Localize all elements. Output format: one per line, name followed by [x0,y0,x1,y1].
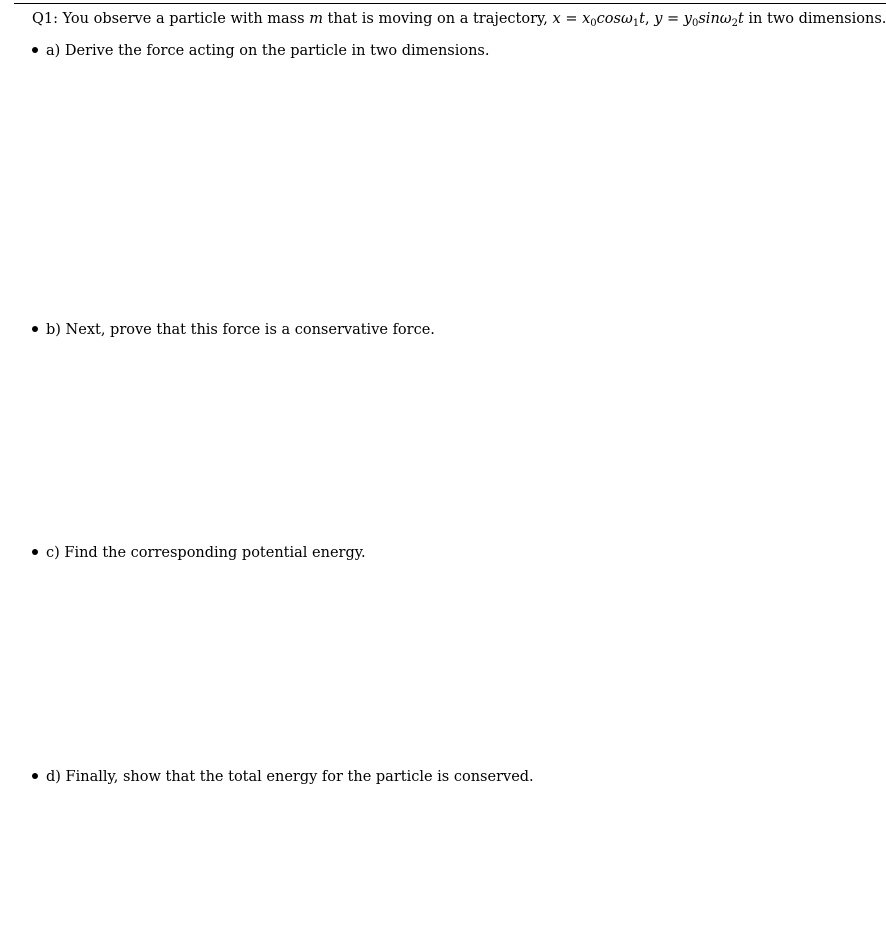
eq-omega2-sub: 2 [731,18,738,29]
eq-equals-2: = [667,11,680,27]
eq-y0-sub: 0 [691,18,699,29]
eq-omega1 [621,11,639,27]
bullet-icon [32,47,38,53]
question-q1 [32,11,886,27]
eq-x-var: x [552,11,561,27]
mass-symbol: m [309,11,323,27]
eq-omega1-base: ω [620,11,633,27]
bullet-icon [32,773,38,779]
top-rule [14,3,886,4]
eq-cos: cos [596,11,621,27]
list-item-c [32,545,366,561]
item-a-text: a) Derive the force acting on the particle in two dimensions. [46,43,490,59]
question-prefix: Q1: You observe a particle with mass [32,11,305,27]
eq-x0 [582,11,597,27]
list-item-d [32,769,534,785]
eq-x0-base: x [582,11,591,27]
bullet-icon [32,549,38,555]
eq-x0-sub: 0 [590,18,597,29]
eq-t2: t [737,11,744,27]
item-d-text: d) Finally, show that the total energy for the particle is conserved. [46,769,534,785]
eq-omega2-base: ω [719,11,732,27]
eq-equals-1: = [565,11,578,27]
list-item-b [32,322,435,338]
item-c-text: c) Find the corresponding potential energy. [46,545,366,561]
trajectory-equation [553,11,744,27]
eq-comma: , [644,11,650,27]
eq-y0 [684,11,699,27]
eq-sin: sin [698,11,720,27]
list-item-a [32,43,489,59]
eq-omega2 [720,11,738,27]
eq-omega1-sub: 1 [632,18,640,29]
eq-y0-base: y [683,11,692,27]
item-b-text: b) Next, prove that this force is a conservative force. [46,322,435,338]
eq-y-var: y [654,11,663,27]
eq-t1: t [639,11,645,27]
bullet-icon [32,326,38,332]
question-suffix: in two dimensions. [748,11,886,27]
question-middle: that is moving on a trajectory, [327,11,548,27]
